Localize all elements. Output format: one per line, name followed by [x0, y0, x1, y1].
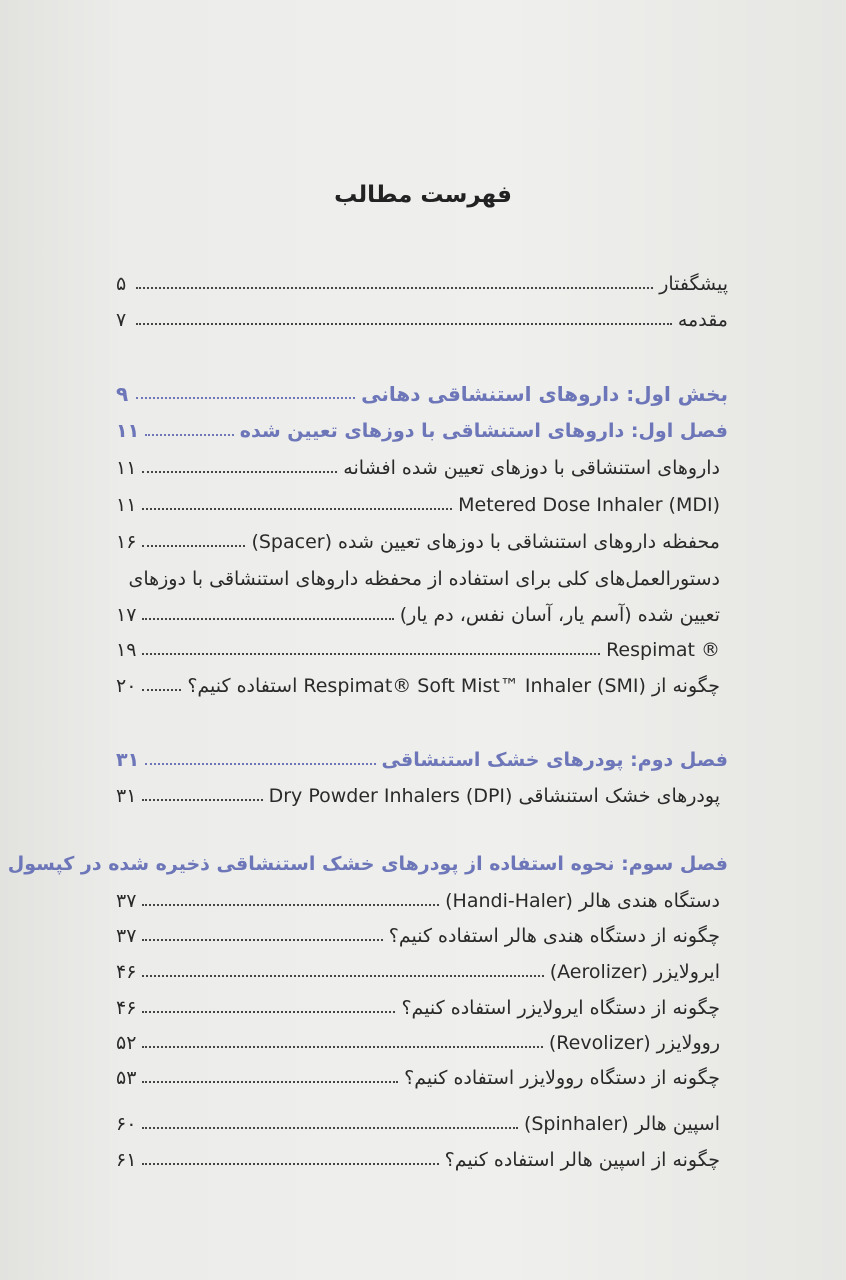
- toc-entry: [116, 954, 728, 990]
- toc-entry-text: چگونه از دستگاه ایرولایزر استفاده کنیم؟: [401, 997, 720, 1019]
- toc-page-number: ۳۷: [116, 890, 137, 912]
- toc-entry: [116, 1060, 728, 1096]
- toc-entry-text: روولایزر (Revolizer): [548, 1032, 720, 1054]
- dot-leader: [136, 397, 355, 399]
- toc-page-number: ۶۱: [116, 1149, 137, 1171]
- dot-leader: [145, 763, 375, 765]
- toc-entry-text: Respimat ®: [606, 639, 720, 661]
- toc-entry-text: دستورالعمل‌های کلی برای استفاده از محفظه داروهای استنشاقی با دوزهای: [128, 568, 720, 590]
- dot-leader: [136, 287, 653, 289]
- toc-entry-text: ایرولایزر (Aerolizer): [549, 961, 720, 983]
- dot-leader: [142, 653, 600, 655]
- toc-entry-text: محفظه داروهای استنشاقی با دوزهای تعیین شده (Spacer): [251, 531, 720, 553]
- dot-leader: [142, 618, 393, 620]
- dot-leader: [142, 1163, 438, 1165]
- toc-entry-text: دستگاه هندی هالر (Handi-Haler): [445, 890, 720, 912]
- toc-entry-text: چگونه از دستگاه هندی هالر استفاده کنیم؟: [388, 925, 720, 947]
- dot-leader: [142, 508, 452, 510]
- dot-leader: [142, 939, 382, 941]
- toc-entry: [116, 990, 728, 1026]
- toc-entry-text: پودرهای خشک استنشاقی Dry Powder Inhalers (DPI): [268, 785, 720, 807]
- toc-entry-text: فصل اول: داروهای استنشاقی با دوزهای تعیین شده: [239, 420, 728, 442]
- toc-entry-text: داروهای استنشاقی با دوزهای تعیین شده افشانه: [343, 457, 720, 479]
- toc-entry-text: اسپین هالر (Spinhaler): [523, 1113, 720, 1135]
- toc-entry: [116, 1106, 728, 1142]
- toc-entry-text: فصل دوم: پودرهای خشک استنشاقی: [381, 749, 728, 771]
- toc-entry: [116, 668, 728, 704]
- dot-leader: [142, 1127, 518, 1129]
- dot-leader: [142, 799, 262, 801]
- toc-page-number: ۵۳: [116, 1067, 137, 1089]
- toc-chapter-three: [7, 846, 728, 882]
- toc-page-number: ۱۹: [116, 639, 137, 661]
- toc-entry-text: پیشگفتار: [659, 273, 728, 295]
- dot-leader: [136, 323, 672, 325]
- toc-page-number: ۴۶: [116, 997, 137, 1019]
- toc-page-number: ۱۱: [116, 494, 137, 516]
- toc-chapter-two: [116, 742, 728, 778]
- dot-leader: [142, 1011, 395, 1013]
- toc-entry: [116, 632, 728, 668]
- dot-leader: [142, 1046, 542, 1048]
- toc-page-number: ۴۶: [116, 961, 137, 983]
- toc-page-number: ۶۰: [116, 1113, 137, 1135]
- page-title: فهرست مطالب: [334, 182, 512, 208]
- toc-entry: [116, 883, 728, 919]
- toc-entry-text: چگونه از Respimat® Soft Mist™ Inhaler (SMI) استفاده کنیم؟: [187, 675, 720, 697]
- toc-entry: [116, 597, 728, 633]
- toc-entry-wrapped-line: [116, 561, 728, 597]
- dot-leader: [142, 545, 245, 547]
- toc-entry: [116, 778, 728, 814]
- toc-page-number: ۱۶: [116, 531, 137, 553]
- toc-page-number: ۱۱: [116, 457, 137, 479]
- toc-entry: [116, 487, 728, 523]
- toc-page-number: ۳۷: [116, 925, 137, 947]
- toc-entry-text: بخش اول: داروهای استنشاقی دهانی: [361, 382, 728, 406]
- toc-entry-text: فصل سوم: نحوه استفاده از پودرهای خشک استنشاقی ذخیره شده در کپسول: [7, 853, 728, 875]
- toc-page-number: ۲۰: [116, 675, 137, 697]
- toc-page-number: ۷: [116, 309, 127, 331]
- toc-entry-preface: [116, 266, 728, 302]
- toc-entry: [116, 450, 728, 486]
- toc-entry-text: تعیین شده (آسم یار، آسان نفس، دم یار): [399, 604, 720, 626]
- toc-entry-text: چگونه از اسپین هالر استفاده کنیم؟: [444, 1149, 720, 1171]
- dot-leader: [142, 1081, 398, 1083]
- dot-leader: [142, 471, 337, 473]
- toc-part-one: [116, 376, 728, 412]
- dot-leader: [145, 434, 234, 436]
- toc-entry-text: مقدمه: [677, 309, 728, 331]
- toc-page-number: ۱۱: [116, 420, 140, 442]
- toc-entry: [116, 1025, 728, 1061]
- toc-chapter-one: [116, 413, 728, 449]
- dot-leader: [142, 689, 181, 691]
- toc-page-number: ۱۷: [116, 604, 137, 626]
- toc-entry-text: Metered Dose Inhaler (MDI): [458, 494, 720, 516]
- toc-page-number: ۵: [116, 273, 127, 295]
- dot-leader: [142, 904, 439, 906]
- toc-entry-introduction: [116, 302, 728, 338]
- toc-page-number: ۳۱: [116, 785, 137, 807]
- toc-page-number: ۵۲: [116, 1032, 137, 1054]
- dot-leader: [142, 975, 543, 977]
- toc-page-number: ۳۱: [116, 749, 140, 771]
- toc-entry-text: چگونه از دستگاه روولایزر استفاده کنیم؟: [404, 1067, 720, 1089]
- toc-page-number: ۹: [116, 382, 129, 406]
- toc-entry: [116, 918, 728, 954]
- toc-entry: [116, 1142, 728, 1178]
- toc-entry: [116, 524, 728, 560]
